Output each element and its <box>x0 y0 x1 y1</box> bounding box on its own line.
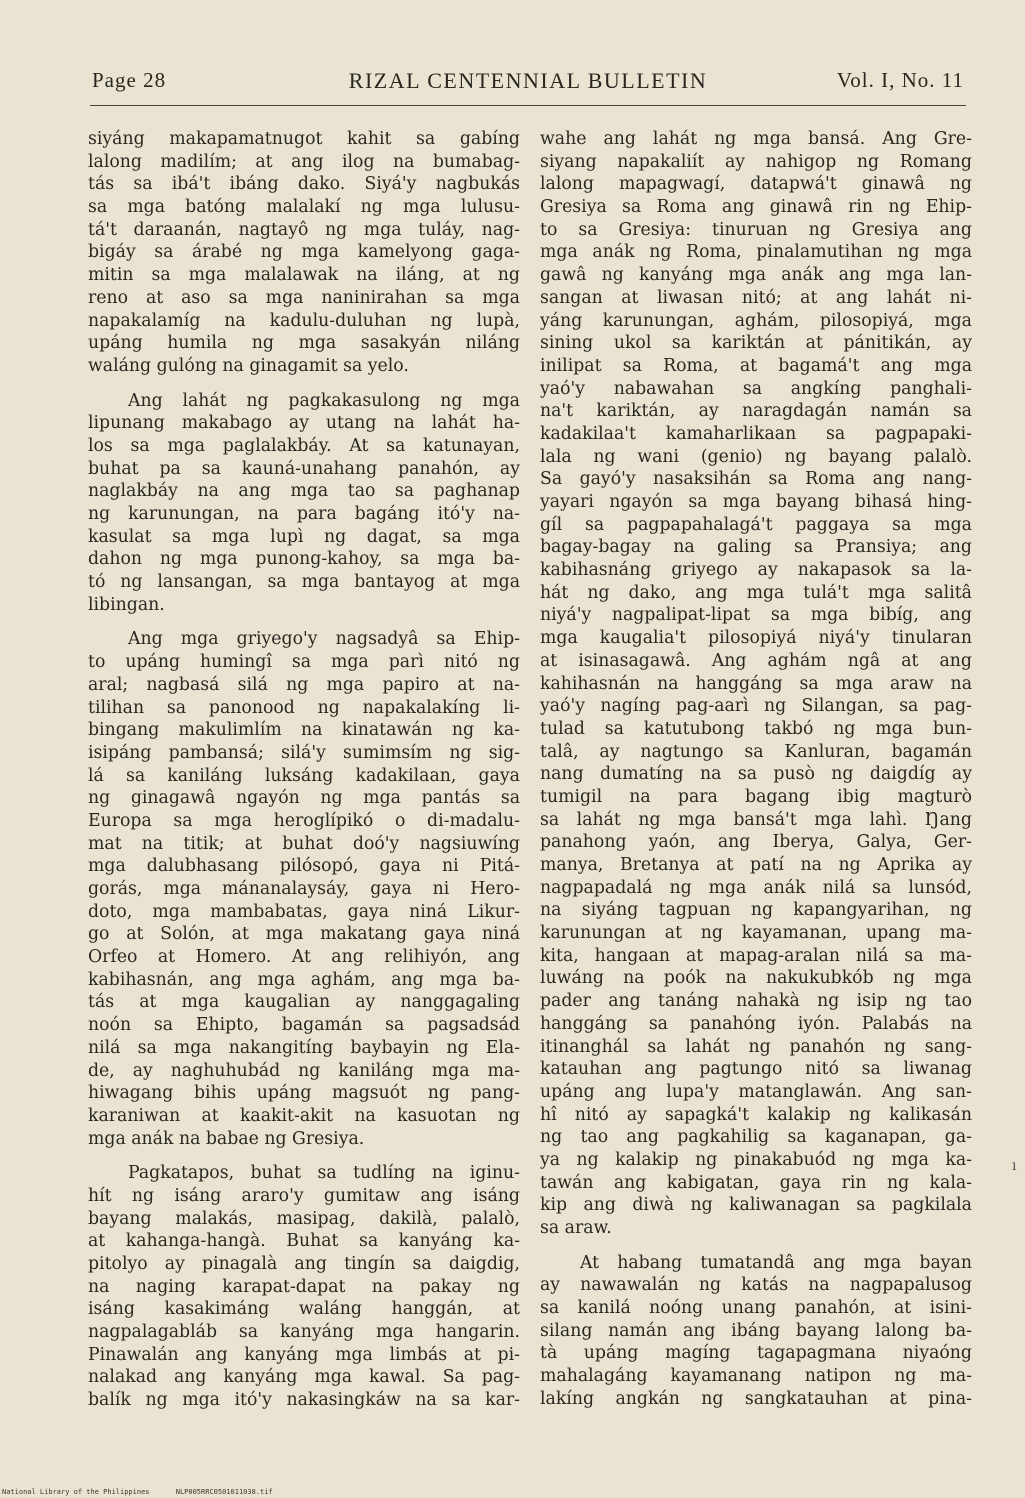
text-line: yaó'y nabawahan sa angkíng panghali- <box>540 378 972 399</box>
text-line: wahe ang lahát ng mga bansá. Ang Gre- <box>540 129 972 149</box>
text-line: kabihasnán, ang mga aghám, ang mga ba- <box>88 969 520 990</box>
text-line: kabihasnáng griyego ay nakapasok sa la- <box>540 560 972 581</box>
text-line: katauhan ang pagtungo nitó sa liwanag <box>540 1059 972 1080</box>
text-line: At habang tumatandâ ang mga bayan <box>580 1252 972 1273</box>
text-line: doto, mga mambabatas, gaya niná Likur- <box>88 901 520 922</box>
text-line: Ang mga griyego'y nagsadyâ sa Ehip- <box>128 629 520 650</box>
text-line: Gresiya sa Roma ang ginawâ rin ng Ehip- <box>540 197 972 218</box>
text-line: hî nitó ay sapagká't kalakip ng kalikasán <box>540 1104 972 1125</box>
library-credit: National Library of the Philippines <box>2 1488 150 1496</box>
text-line: at kahanga-hangà. Buhat sa kanyáng ka- <box>88 1231 520 1252</box>
text-line: mahalagáng kayamanang natipon ng ma- <box>540 1366 972 1387</box>
text-line: tumigil na para bagang ibig magturò <box>540 786 972 807</box>
text-line: siyáng makapamatnugot kahit sa gabíng <box>88 129 520 149</box>
text-line: ng karunungan, na para bagáng itó'y na- <box>88 504 520 524</box>
text-line: reno at aso sa mga naninirahan sa mga <box>88 287 520 308</box>
text-line: nilá sa mga nakangitíng baybayin ng Ela- <box>88 1037 520 1058</box>
text-line: sa lahát ng mga bansá't mga lahì. Ŋang <box>540 809 972 830</box>
text-line: Ang lahát ng pagkakasulong ng mga <box>128 390 520 411</box>
paragraph-gap <box>88 378 520 390</box>
text-line: naglakbáy na ang mga tao sa paghanap <box>88 481 520 502</box>
text-line: na naging karapat-dapat na pakay ng <box>88 1276 520 1297</box>
text-line: tà upáng magíng tagapagmana niyaóng <box>540 1343 972 1364</box>
text-line: napakalamíg na kadulu-duluhan ng lupà, <box>88 310 520 331</box>
text-line: silang namán ang ibáng bayang lalong ba- <box>540 1320 972 1341</box>
text-line: panahong yaón, ang Iberya, Galya, Ger- <box>540 832 972 853</box>
text-line: sangan at liwasan nitó; at ang lahát ni- <box>540 287 972 308</box>
text-line: nalakad ang kanyáng mga kawal. Sa pag- <box>88 1367 520 1388</box>
text-line: mitin sa mga malalawak na iláng, at ng <box>88 265 520 286</box>
text-line: Orfeo at Homero. At ang relihiyón, ang <box>88 947 520 968</box>
text-line: niyá'y nagpalipat-lipat sa mga bibíg, ang <box>540 605 972 626</box>
text-line: bingang makulimlím na kinatawán ng ka- <box>88 720 520 741</box>
text-line: hát ng dako, ang mga tulá't mga salitâ <box>540 582 972 603</box>
text-line: gíl sa pagpapahalagá't paggaya sa mga <box>540 514 972 535</box>
text-line: karunungan at ng kayamanan, upang ma- <box>540 923 972 944</box>
margin-mark: ı <box>1012 1158 1017 1174</box>
text-line: yaó'y nagíng pag-aarì ng Silangan, sa pag- <box>540 696 972 717</box>
text-line: yayari ngayón sa mga bayang bihasá hing- <box>540 492 972 512</box>
text-line: lalong mapagwagí, datapwá't ginawâ ng <box>540 174 972 195</box>
text-line: kip ang diwà ng kaliwanagan sa pagkilala <box>540 1195 972 1216</box>
text-line: itinanghál sa lahát ng panahón ng sang- <box>540 1036 972 1057</box>
text-line: ng tao ang pagkahilig sa kaganapan, ga- <box>540 1127 972 1148</box>
header-rule <box>90 105 966 106</box>
text-line: kasulat sa mga lupì ng dagat, sa mga <box>88 526 520 547</box>
text-line: go at Solón, at mga makatang gaya niná <box>88 924 520 945</box>
page-number: Page 28 <box>92 68 167 92</box>
text-line: kahihasnán na hanggáng sa mga araw na <box>540 673 972 694</box>
text-line: to sa Gresiya: tinuruan ng Gresiya ang <box>540 219 972 240</box>
text-line: na't kariktán, ay naragdagán namán sa <box>540 401 972 422</box>
text-line: siyang napakaliít ay nahigop ng Romang <box>540 151 972 172</box>
publication-title: RIZAL CENTENNIAL BULLETIN <box>348 68 708 93</box>
text-line: isáng kasakimáng waláng hanggán, at <box>88 1299 520 1320</box>
text-line: lalong madilím; at ang ilog na bumabag- <box>88 151 520 172</box>
text-line: hanggáng sa panahóng iyón. Palabás na <box>540 1013 972 1034</box>
paragraph-gap <box>540 1240 972 1252</box>
text-line: mga kaugalia't pilosopiyá niyá'y tinularan <box>540 628 972 649</box>
text-line: gawâ ng kanyáng mga anák ang mga lan- <box>540 265 972 286</box>
text-line: inilipat sa Roma, at bagamá't ang mga <box>540 355 972 376</box>
text-line: tulad sa katutubong takbó ng mga bun- <box>540 718 972 739</box>
text-line: dahon ng mga punong-kahoy, sa mga ba- <box>88 549 520 570</box>
text-line: tawán ang kabigatan, gaya rin ng kala- <box>540 1172 972 1193</box>
text-line: buhat pa sa kauná-unahang panahón, ay <box>88 458 520 479</box>
text-line: de, ay naghuhubád ng kaniláng mga ma- <box>88 1060 520 1081</box>
text-line: isipáng pambansá; silá'y sumimsím ng sig- <box>88 742 520 763</box>
paragraph-gap <box>88 1150 520 1162</box>
text-line: gorás, mga mánanalaysáy, gaya ni Hero- <box>88 879 520 899</box>
text-line: sining ukol sa kariktán at pánitikán, ay <box>540 333 972 354</box>
text-line: upáng ang lupa'y matanglawán. Ang san- <box>540 1081 972 1102</box>
text-line: sa mga batóng malalakí ng mga lulusu- <box>88 197 520 218</box>
text-line: to upáng humingî sa mga parì nitó ng <box>88 652 520 673</box>
text-line: hiwagang bihis upáng magsuót ng pang- <box>88 1083 520 1104</box>
text-line: hít ng isáng araro'y gumitaw ang isáng <box>88 1185 520 1206</box>
left-text-column <box>88 128 520 1412</box>
text-line: manya, Bretanya at patí na ng Aprika ay <box>540 855 972 875</box>
text-line: sa kanilá noóng unang panahón, at isini- <box>540 1298 972 1319</box>
text-line: mga anák ng Roma, pinalamutihan ng mga <box>540 242 972 263</box>
text-line: noón sa Ehipto, bagamán sa pagsadsád <box>88 1015 520 1036</box>
text-line: tilihan sa panonood ng napakalakíng li- <box>88 697 520 718</box>
text-line: yáng karunungan, aghám, pilosopiyá, mga <box>540 310 972 331</box>
text-line: nang dumatíng na sa pusò ng daigdíg ay <box>540 764 972 785</box>
text-line: sa araw. <box>540 1218 612 1238</box>
text-line: talâ, ay nagtungo sa Kanluran, bagamán <box>540 741 972 762</box>
text-line: tás at mga kaugalian ay nanggagaling <box>88 992 520 1013</box>
text-line: Sa gayó'y nasaksihán sa Roma ang nang- <box>540 469 972 490</box>
text-line: tás sa ibá't ibáng dako. Siyá'y nagbukás <box>88 174 520 195</box>
text-line: luwáng na poók na nakukubkób ng mga <box>540 968 972 989</box>
text-line: nagpalagabláb sa kanyáng mga hangarin. <box>88 1322 520 1343</box>
paragraph-gap <box>88 616 520 628</box>
text-line: los sa mga paglalakbáy. At sa katunayan, <box>88 435 520 456</box>
text-line: balík ng mga itó'y nakasingkáw na sa kar- <box>88 1390 520 1411</box>
text-line: bagay-bagay na galing sa Pransiya; ang <box>540 537 972 558</box>
text-line: lakíng angkán ng sangkatauhan at pina- <box>540 1388 972 1409</box>
text-line: tó ng lansangan, sa mga bantayog at mga <box>88 572 520 593</box>
text-line: na siyáng tagpuan ng kapangyarihan, ng <box>540 900 972 921</box>
text-line: tá't daraanán, nagtayô ng mga tuláy, nag- <box>88 219 520 240</box>
text-line: Pagkatapos, buhat sa tudlíng na iginu- <box>128 1163 520 1184</box>
text-line: pader ang tanáng nahakà ng isip ng tao <box>540 991 972 1012</box>
text-line: karaniwan at kaakit-akit na kasuotan ng <box>88 1105 520 1126</box>
text-line: bayang malakás, masipag, dakilà, palalò, <box>88 1208 520 1229</box>
right-text-column <box>540 128 972 1411</box>
text-line: kita, hangaan at mapag-aralan nilá sa ma- <box>540 945 972 966</box>
text-line: kadakilaa't kamaharlikaan sa pagpapaki- <box>540 423 972 444</box>
text-line: pitolyo ay pinagalà ang tingín sa daigdig, <box>88 1254 520 1274</box>
text-line: waláng gulóng na ginagamit sa yelo. <box>88 355 409 376</box>
text-line: Pinawalán ang kanyáng mga limbás at pi- <box>88 1344 520 1365</box>
text-line: ay nawawalán ng katás na nagpapalusog <box>540 1275 972 1296</box>
scan-footer <box>2 1488 402 1496</box>
text-line: libingan. <box>88 594 165 615</box>
text-line: Europa sa mga heroglípikó o di-madalu- <box>88 810 520 831</box>
text-line: ng ginagawâ ngayón ng mga pantás sa <box>88 788 520 809</box>
text-line: lá sa kaniláng luksáng kadakilaan, gaya <box>88 765 520 786</box>
text-line: nagpapadalá ng mga anák nilá sa lunsód, <box>540 877 972 898</box>
text-line: mga anák na babae ng Gresiya. <box>88 1128 365 1149</box>
text-line: lala ng wani (genio) ng bayang palalò. <box>540 446 972 467</box>
text-line: upáng humila ng mga sasakyán niláng <box>88 333 520 354</box>
page-header <box>92 64 964 98</box>
text-line: aral; nagbasá silá ng mga papiro at na- <box>88 674 520 695</box>
volume-number: Vol. I, No. 11 <box>836 68 964 92</box>
text-line: lipunang makabago ay utang na lahát ha- <box>88 413 520 434</box>
text-line: at isinasagawâ. Ang aghám ngâ at ang <box>540 650 972 671</box>
text-line: ya ng kalakip ng pinakabuód ng mga ka- <box>540 1149 972 1170</box>
text-line: bigáy sa árabé ng mga kamelyong gaga- <box>88 242 520 263</box>
file-identifier: NLP005RRC0501011038.tif <box>175 1488 273 1496</box>
text-line: mat na titik; at buhat doó'y nagsiuwíng <box>88 833 520 854</box>
text-line: mga dalubhasang pilósopó, gaya ni Pitá- <box>88 856 520 877</box>
